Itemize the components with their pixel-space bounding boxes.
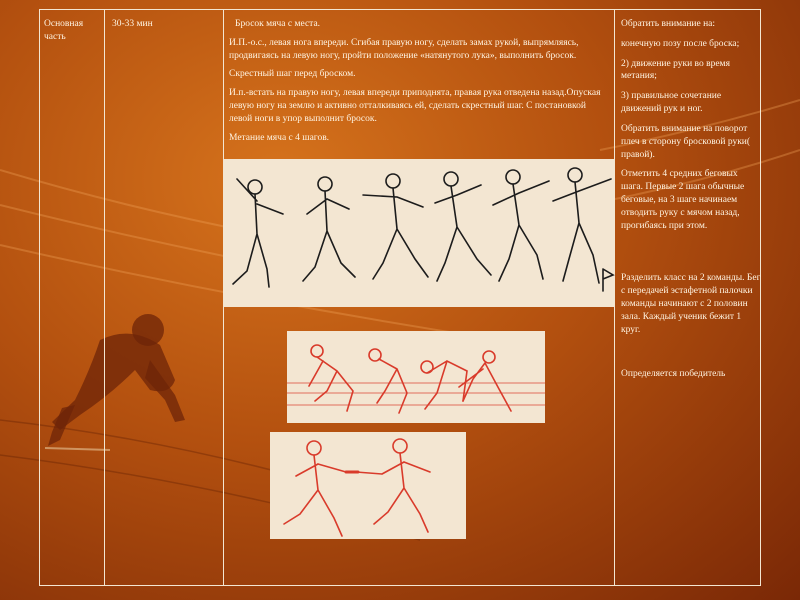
part-cell: Основная часть bbox=[44, 19, 84, 42]
note-item: Обратить внимание на поворот плеч в сторону бросковой руки( правой). bbox=[621, 123, 751, 160]
lesson-plan-table bbox=[39, 9, 761, 586]
content-paragraph: И.п.-встать на правую ногу, левая впереди приподнята, правая рука отведена назад.Опуская левую ногу на землю и активно отталкиваясь ей, сделать скрестный шаг. С постановкой левой ноги в упор выполнит бросок. bbox=[229, 88, 601, 124]
content-paragraph: Скрестный шаг перед броском. bbox=[229, 69, 356, 80]
note-item: 2) движение руки во время метания; bbox=[621, 58, 730, 82]
note-item: Разделить класс на 2 команды. Бег с передачей эстафетной палочки команды начинают с 2 половин зала. Каждый ученик бежит 1 круг. bbox=[621, 273, 761, 335]
content-cell bbox=[229, 18, 604, 151]
time-cell: 30-33 мин bbox=[112, 19, 153, 29]
note-item: 3) правильное сочетание движений рук и ног. bbox=[621, 91, 722, 115]
ball-throw-sequence-illustration bbox=[223, 159, 615, 307]
note-item: Отметить 4 средних беговых шага. Первые 2 шага обычные беговые, на 3 шаге начинаем отводить руку с мячом назад, прогибаясь при этом. bbox=[621, 169, 745, 231]
relay-baton-pass-illustration bbox=[270, 432, 466, 539]
content-paragraph: И.П.-о.с., левая нога впереди. Сгибая правую ногу, сделать замах рукой, выпрямляясь, продвигаясь на левую ногу, пройти положение «натянутого лука», выполнить бросок. bbox=[229, 37, 579, 61]
relay-start-illustration bbox=[287, 331, 545, 423]
notes-cell bbox=[621, 18, 761, 388]
content-paragraph: Метание мяча с 4 шагов. bbox=[229, 132, 330, 143]
content-heading: Бросок мяча с места. bbox=[235, 19, 321, 29]
column-divider bbox=[104, 10, 105, 585]
note-item: конечную позу после броска; bbox=[621, 38, 740, 49]
note-item: Определяется победитель bbox=[621, 369, 726, 380]
note-item: Обратить внимание на: bbox=[621, 19, 716, 29]
